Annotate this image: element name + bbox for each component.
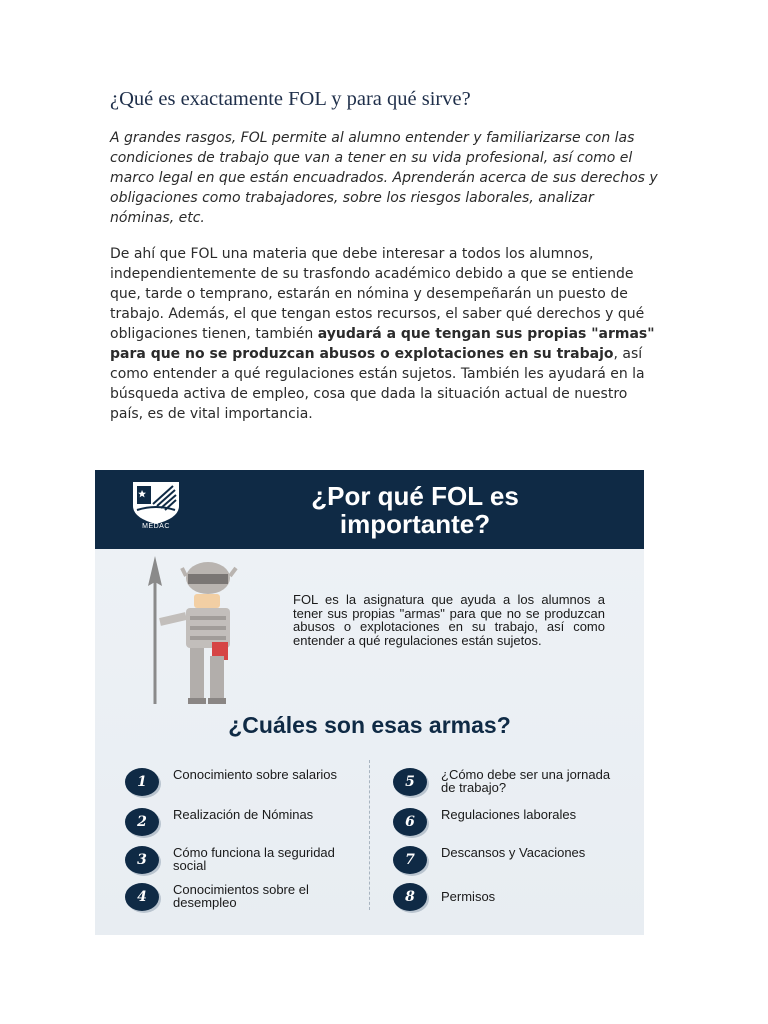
infographic-description: FOL es la asignatura que ayuda a los alumnos a tener sus propias "armas" para que no se produzcan abusos o explotaciones en su trabajo, así como entender a qué regulaciones están sujetos.	[293, 592, 605, 648]
number-badge: 8	[393, 883, 427, 911]
fol-infographic	[95, 470, 644, 935]
list-item-text: ¿Cómo debe ser una jornada de trabajo?	[441, 767, 611, 795]
body-text-bold: ayudará a que tengan sus propias "armas" para que no se produzcan abusos o explotaciones en su trabajo	[110, 326, 655, 362]
body-text-part1: De ahí que FOL una materia que debe interesar a todos los alumnos, independientemente de su trasfondo académico debido a que se entiende que, tarde o temprano, estarán en nómina y desempeñarán un puesto de trabajo. Además, el que tengan estos recursos, el saber qué derechos y qué obligaciones tienen, también	[110, 246, 645, 342]
infographic-subtitle: ¿Cuáles son esas armas?	[228, 712, 511, 738]
list-item-text: Regulaciones laborales	[441, 807, 577, 822]
number-badge: 3	[125, 846, 159, 874]
number-badge: 7	[393, 846, 427, 874]
list-item-text: Cómo funciona la seguridad social	[173, 845, 335, 873]
list-item-text: Descansos y Vacaciones	[441, 845, 586, 860]
list-item-text: Conocimiento sobre salarios	[173, 767, 338, 782]
medac-brand-label: MEDAC	[142, 523, 170, 530]
list-item-text: Realización de Nóminas	[173, 807, 314, 822]
number-badge: 1	[125, 768, 159, 796]
number-badge: 2	[125, 808, 159, 836]
body-text-part2: , así como entender a qué regulaciones están sujetos. También les ayudará en la búsqueda activa de empleo, cosa que dada la situación actual de nuestro país, es de vital importancia.	[110, 346, 645, 422]
column-divider	[369, 760, 370, 910]
page-title: ¿Qué es exactamente FOL y para qué sirve?	[110, 88, 471, 110]
list-item-text: Conocimientos sobre el desempleo	[173, 882, 309, 910]
knight-illustration-icon	[140, 556, 250, 706]
number-badge: 4	[125, 883, 159, 911]
intro-paragraph: A grandes rasgos, FOL permite al alumno entender y familiarizarse con las condiciones de trabajo que van a tener en su vida profesional, así como el marco legal en que están encuadrados. Aprenderán acerca de sus derechos y obligaciones como trabajadores, sobre los riesgos laborales, analizar nóminas, etc.	[110, 130, 658, 226]
infographic-header	[95, 470, 644, 549]
number-badge: 5	[393, 768, 427, 796]
list-item-text: Permisos	[441, 889, 496, 904]
body-paragraph	[110, 244, 660, 424]
infographic-title: ¿Por qué FOL es importante?	[311, 481, 519, 539]
number-badge: 6	[393, 808, 427, 836]
